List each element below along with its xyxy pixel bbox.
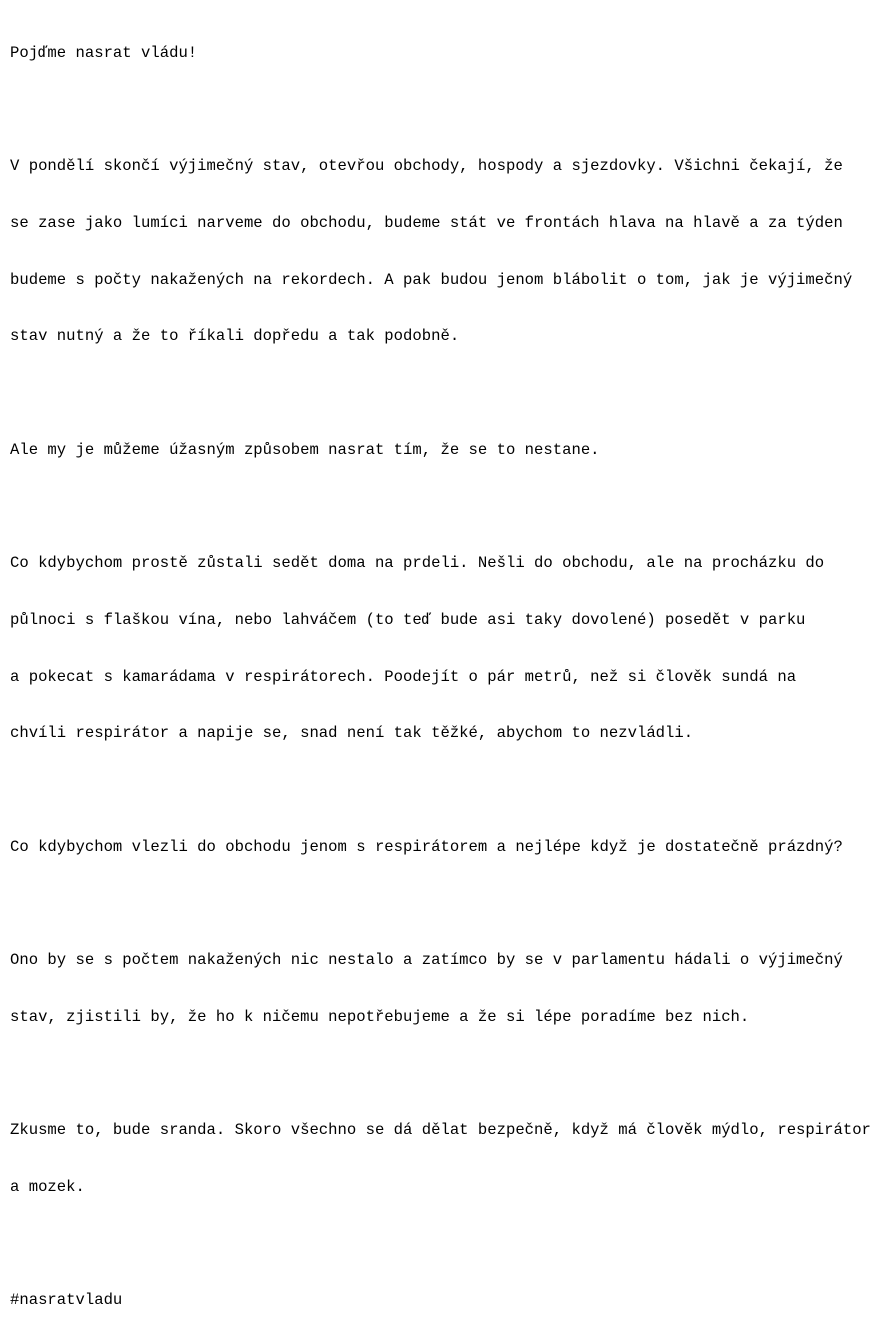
blank-line [10, 497, 882, 516]
paragraph-5-line-2: stav, zjistili by, že ho k ničemu nepotřebujeme a že si lépe poradíme bez nich. [10, 1007, 750, 1026]
paragraph-1-line-2: se zase jako lumíci narveme do obchodu, budeme stát ve frontách hlava na hlavě a za týden [10, 213, 843, 232]
paragraph-3-line-1: Co kdybychom prostě zůstali sedět doma na prdeli. Nešli do obchodu, ale na procházku do [10, 554, 825, 573]
document-body [10, 6, 882, 1329]
paragraph-1-line-1: V pondělí skončí výjimečný stav, otevřou obchody, hospody a sjezdovky. Všichni čekají, že [10, 157, 843, 176]
document-title: Pojďme nasrat vládu! [10, 43, 198, 62]
blank-line [10, 384, 882, 403]
paragraph-3-line-3: a pokecat s kamarádama v respirátorech. Poodejít o pár metrů, než si člověk sundá na [10, 667, 797, 686]
blank-line [10, 1235, 882, 1254]
blank-line [10, 1064, 882, 1083]
paragraph-5-line-1: Ono by se s počtem nakažených nic nestalo a zatímco by se v parlamentu hádali o výjimečný [10, 951, 843, 970]
hashtag: #nasratvladu [10, 1291, 123, 1310]
paragraph-3-line-4: chvíli respirátor a napije se, snad není tak těžké, abychom to nezvládli. [10, 724, 694, 743]
paragraph-3-line-2: půlnoci s flaškou vína, nebo lahváčem (to teď bude asi taky dovolené) posedět v parku [10, 610, 806, 629]
paragraph-4-line-1: Co kdybychom vlezli do obchodu jenom s respirátorem a nejlépe když je dostatečně prázdný? [10, 837, 843, 856]
paragraph-2-line-1: Ale my je můžeme úžasným způsobem nasrat tím, že se to nestane. [10, 440, 600, 459]
blank-line [10, 894, 882, 913]
blank-line [10, 101, 882, 120]
paragraph-1-line-4: stav nutný a že to říkali dopředu a tak podobně. [10, 327, 460, 346]
paragraph-1-line-3: budeme s počty nakažených na rekordech. A pak budou jenom blábolit o tom, jak je výjimečný [10, 270, 853, 289]
paragraph-6-line-2: a mozek. [10, 1177, 85, 1196]
blank-line [10, 781, 882, 800]
paragraph-6-line-1: Zkusme to, bude sranda. Skoro všechno se dá dělat bezpečně, když má člověk mýdlo, respirátor [10, 1121, 871, 1140]
